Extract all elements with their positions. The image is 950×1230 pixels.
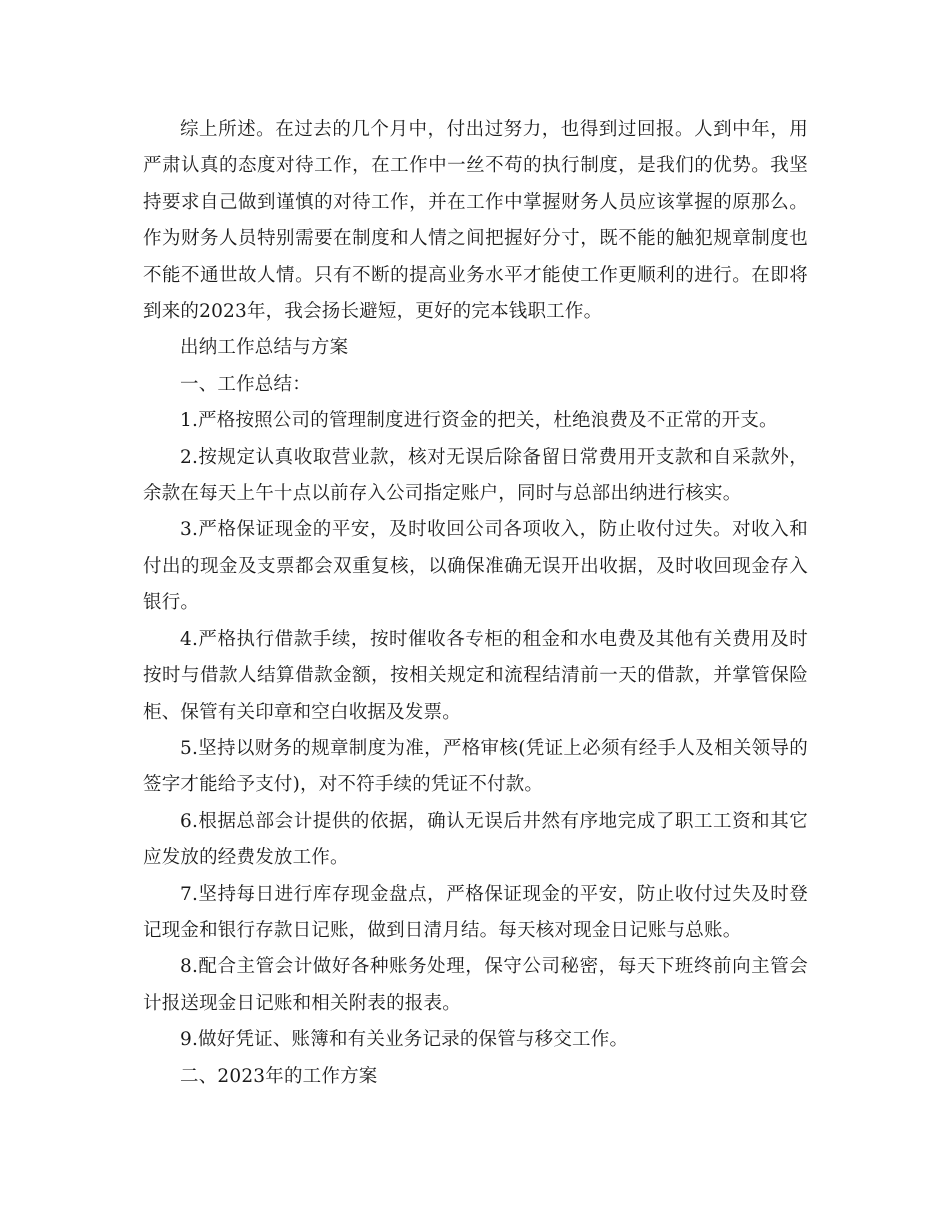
heading-cashier-summary-plan: 出纳工作总结与方案 [180, 337, 349, 359]
heading-work-summary: 一、工作总结： [180, 373, 311, 395]
document-body [143, 112, 808, 1095]
list-item-2: 2.按规定认真收取营业款，核对无误后除备留日常费用开支款和自采款外，余款在每天上午十点以前存入公司指定账户，同时与总部出纳进行核实。 [143, 446, 808, 505]
list-item-3: 3.严格保证现金的平安，及时收回公司各项收入，防止收付过失。对收入和付出的现金及支票都会双重复核，以确保准确无误开出收据，及时收回现金存入银行。 [143, 519, 808, 614]
list-item-8: 8.配合主管会计做好各种账务处理，保守公司秘密，每天下班终前向主管会计报送现金日记账和相关附表的报表。 [143, 956, 808, 1014]
paragraph-summary: 综上所述。在过去的几个月中，付出过努力，也得到过回报。人到中年，用严肃认真的态度对待工作，在工作中一丝不苟的执行制度，是我们的优势。我坚持要求自己做到谨慎的对待工作，并在工作中掌握财务人员应该掌握的原那么。作为财务人员特别需要在制度和人情之间把握好分寸，既不能的触犯规章制度也不能不通世故人情。只有不断的提高业务水平才能使工作更顺利的进行。在即将到来的2023年，我会扬长避短，更好的完本钱职工作。 [143, 119, 808, 323]
list-item-6: 6.根据总部会计提供的依据，确认无误后井然有序地完成了职工工资和其它应发放的经费发放工作。 [143, 810, 808, 869]
list-item-4: 4.严格执行借款手续，按时催收各专柜的租金和水电费及其他有关费用及时按时与借款人结算借款金额，按相关规定和流程结清前一天的借款，并掌管保险柜、保管有关印章和空白收据及发票。 [143, 628, 808, 723]
heading-2023-work-plan: 二、2023年的工作方案 [180, 1065, 378, 1087]
list-item-7: 7.坚持每日进行库存现金盘点，严格保证现金的平安，防止收付过失及时登记现金和银行存款日记账，做到日清月结。每天核对现金日记账与总账。 [143, 883, 808, 941]
list-item-1: 1.严格按照公司的管理制度进行资金的把关，杜绝浪费及不正常的开支。 [180, 410, 778, 432]
list-item-5: 5.坚持以财务的规章制度为准，严格审核(凭证上必须有经手人及相关领导的签字才能给予支付)，对不符手续的凭证不付款。 [143, 737, 808, 796]
list-item-9: 9.做好凭证、账簿和有关业务记录的保管与移交工作。 [180, 1029, 629, 1051]
